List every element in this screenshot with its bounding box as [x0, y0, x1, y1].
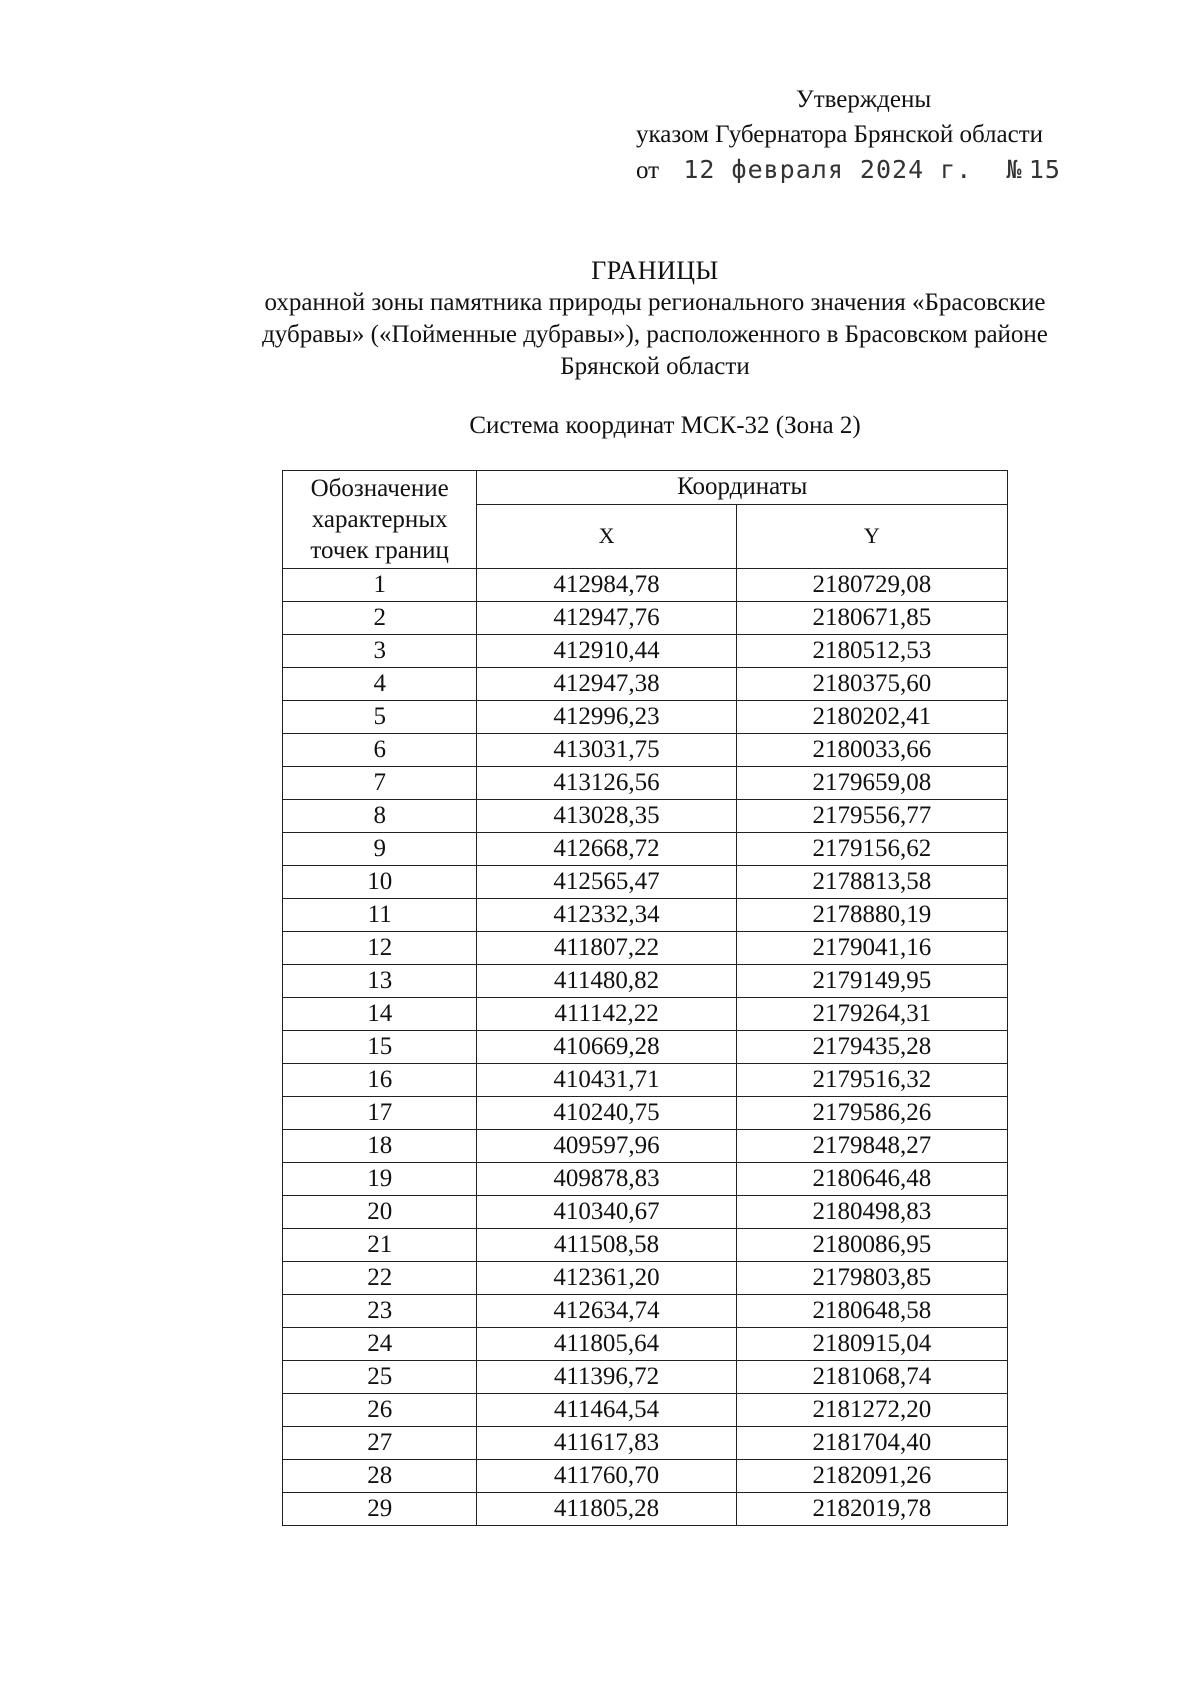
point-number-cell: 16: [283, 1064, 477, 1097]
table-row: [283, 1328, 1008, 1361]
point-number-cell: 28: [283, 1460, 477, 1493]
point-number-cell: 21: [283, 1229, 477, 1262]
point-number-cell: 5: [283, 701, 477, 734]
point-number-cell: 15: [283, 1031, 477, 1064]
y-coordinate-cell: 2180648,58: [736, 1295, 1007, 1328]
title-line-2: дубравы» («Пойменные дубравы»), расположенного в Брасовском районе: [262, 321, 1048, 348]
header-points: Обозначение характерных точек границ: [283, 471, 477, 569]
table-row: [283, 1097, 1008, 1130]
table-row: [283, 701, 1008, 734]
point-number-cell: 9: [283, 833, 477, 866]
point-number-cell: 22: [283, 1262, 477, 1295]
approval-number: 15: [1028, 155, 1061, 184]
point-number-cell: 8: [283, 800, 477, 833]
table-row: [283, 569, 1008, 602]
approval-line-decree: указом Губернатора Брянской области: [636, 121, 1044, 148]
table-row: [283, 1229, 1008, 1262]
y-coordinate-cell: 2182019,78: [736, 1493, 1007, 1526]
x-coordinate-cell: 411508,58: [477, 1229, 736, 1262]
point-number-cell: 29: [283, 1493, 477, 1526]
point-number-cell: 26: [283, 1394, 477, 1427]
approval-number-label: №: [1006, 155, 1023, 184]
x-coordinate-cell: 411480,82: [477, 965, 736, 998]
point-number-cell: 11: [283, 899, 477, 932]
x-coordinate-cell: 410340,67: [477, 1196, 736, 1229]
approval-date: 12 февраля 2024 г.: [683, 155, 973, 184]
x-coordinate-cell: 410669,28: [477, 1031, 736, 1064]
table-row: [283, 1262, 1008, 1295]
point-number-cell: 13: [283, 965, 477, 998]
title-line-3: Брянской области: [560, 353, 750, 380]
y-coordinate-cell: 2180915,04: [736, 1328, 1007, 1361]
title-line-1: охранной зоны памятника природы регионального значения «Брасовские: [264, 289, 1046, 316]
point-number-cell: 6: [283, 734, 477, 767]
y-coordinate-cell: 2179264,31: [736, 998, 1007, 1031]
table-row: [283, 767, 1008, 800]
table-row: [283, 1064, 1008, 1097]
x-coordinate-cell: 412634,74: [477, 1295, 736, 1328]
x-coordinate-cell: 412668,72: [477, 833, 736, 866]
x-coordinate-cell: 410431,71: [477, 1064, 736, 1097]
table-row: [283, 734, 1008, 767]
y-coordinate-cell: 2180202,41: [736, 701, 1007, 734]
point-number-cell: 17: [283, 1097, 477, 1130]
y-coordinate-cell: 2180033,66: [736, 734, 1007, 767]
x-coordinate-cell: 412332,34: [477, 899, 736, 932]
y-coordinate-cell: 2180729,08: [736, 569, 1007, 602]
y-coordinate-cell: 2179556,77: [736, 800, 1007, 833]
y-coordinate-cell: 2180512,53: [736, 635, 1007, 668]
point-number-cell: 20: [283, 1196, 477, 1229]
approval-from-label: от: [636, 157, 660, 184]
y-coordinate-cell: 2179435,28: [736, 1031, 1007, 1064]
approval-line-approved: Утверждены: [796, 86, 932, 113]
table-row: [283, 899, 1008, 932]
y-coordinate-cell: 2178880,19: [736, 899, 1007, 932]
x-coordinate-cell: 412984,78: [477, 569, 736, 602]
y-coordinate-cell: 2182091,26: [736, 1460, 1007, 1493]
x-coordinate-cell: 411805,64: [477, 1328, 736, 1361]
point-number-cell: 18: [283, 1130, 477, 1163]
x-coordinate-cell: 411617,83: [477, 1427, 736, 1460]
table-row: [283, 800, 1008, 833]
y-coordinate-cell: 2179041,16: [736, 932, 1007, 965]
y-coordinate-cell: 2180086,95: [736, 1229, 1007, 1262]
table-row: [283, 1460, 1008, 1493]
y-coordinate-cell: 2179803,85: [736, 1262, 1007, 1295]
x-coordinate-cell: 412361,20: [477, 1262, 736, 1295]
x-coordinate-cell: 413028,35: [477, 800, 736, 833]
x-coordinate-cell: 409597,96: [477, 1130, 736, 1163]
table-row: [283, 1031, 1008, 1064]
y-coordinate-cell: 2181272,20: [736, 1394, 1007, 1427]
table-row: [283, 602, 1008, 635]
point-number-cell: 3: [283, 635, 477, 668]
y-coordinate-cell: 2179586,26: [736, 1097, 1007, 1130]
x-coordinate-cell: 411464,54: [477, 1394, 736, 1427]
table-row: [283, 1295, 1008, 1328]
point-number-cell: 1: [283, 569, 477, 602]
point-number-cell: 27: [283, 1427, 477, 1460]
y-coordinate-cell: 2181704,40: [736, 1427, 1007, 1460]
table-row: [283, 635, 1008, 668]
point-number-cell: 23: [283, 1295, 477, 1328]
y-coordinate-cell: 2179848,27: [736, 1130, 1007, 1163]
y-coordinate-cell: 2180375,60: [736, 668, 1007, 701]
point-number-cell: 19: [283, 1163, 477, 1196]
header-y: Y: [736, 504, 1007, 568]
y-coordinate-cell: 2180646,48: [736, 1163, 1007, 1196]
y-coordinate-cell: 2181068,74: [736, 1361, 1007, 1394]
y-coordinate-cell: 2179156,62: [736, 833, 1007, 866]
coordinates-table: [282, 470, 1008, 1526]
table-row: [283, 1394, 1008, 1427]
table-row: [283, 1130, 1008, 1163]
x-coordinate-cell: 411396,72: [477, 1361, 736, 1394]
x-coordinate-cell: 412910,44: [477, 635, 736, 668]
x-coordinate-cell: 409878,83: [477, 1163, 736, 1196]
x-coordinate-cell: 412947,38: [477, 668, 736, 701]
y-coordinate-cell: 2179149,95: [736, 965, 1007, 998]
table-row: [283, 1163, 1008, 1196]
point-number-cell: 25: [283, 1361, 477, 1394]
table-row: [283, 1427, 1008, 1460]
table-row: [283, 932, 1008, 965]
y-coordinate-cell: 2179516,32: [736, 1064, 1007, 1097]
approval-block: [636, 82, 1116, 188]
approval-line-date: [636, 152, 1116, 188]
table-row: [283, 866, 1008, 899]
document-title: [190, 255, 1120, 383]
x-coordinate-cell: 411805,28: [477, 1493, 736, 1526]
x-coordinate-cell: 413126,56: [477, 767, 736, 800]
coordinates-table-body: [283, 569, 1008, 1526]
point-number-cell: 7: [283, 767, 477, 800]
point-number-cell: 12: [283, 932, 477, 965]
y-coordinate-cell: 2180671,85: [736, 602, 1007, 635]
point-number-cell: 14: [283, 998, 477, 1031]
table-row: [283, 668, 1008, 701]
coordinate-system-caption: Система координат МСК-32 (Зона 2): [469, 412, 861, 439]
point-number-cell: 4: [283, 668, 477, 701]
point-number-cell: 10: [283, 866, 477, 899]
x-coordinate-cell: 410240,75: [477, 1097, 736, 1130]
x-coordinate-cell: 411807,22: [477, 932, 736, 965]
x-coordinate-cell: 412947,76: [477, 602, 736, 635]
table-row: [283, 1361, 1008, 1394]
header-coordinates: Координаты: [477, 471, 1008, 505]
x-coordinate-cell: 412996,23: [477, 701, 736, 734]
title-heading: ГРАНИЦЫ: [591, 256, 719, 285]
header-x: X: [477, 504, 736, 568]
x-coordinate-cell: 412565,47: [477, 866, 736, 899]
point-number-cell: 2: [283, 602, 477, 635]
table-row: [283, 965, 1008, 998]
table-row: [283, 833, 1008, 866]
y-coordinate-cell: 2179659,08: [736, 767, 1007, 800]
x-coordinate-cell: 413031,75: [477, 734, 736, 767]
x-coordinate-cell: 411142,22: [477, 998, 736, 1031]
y-coordinate-cell: 2178813,58: [736, 866, 1007, 899]
point-number-cell: 24: [283, 1328, 477, 1361]
x-coordinate-cell: 411760,70: [477, 1460, 736, 1493]
y-coordinate-cell: 2180498,83: [736, 1196, 1007, 1229]
table-row: [283, 1196, 1008, 1229]
table-row: [283, 1493, 1008, 1526]
table-row: [283, 998, 1008, 1031]
